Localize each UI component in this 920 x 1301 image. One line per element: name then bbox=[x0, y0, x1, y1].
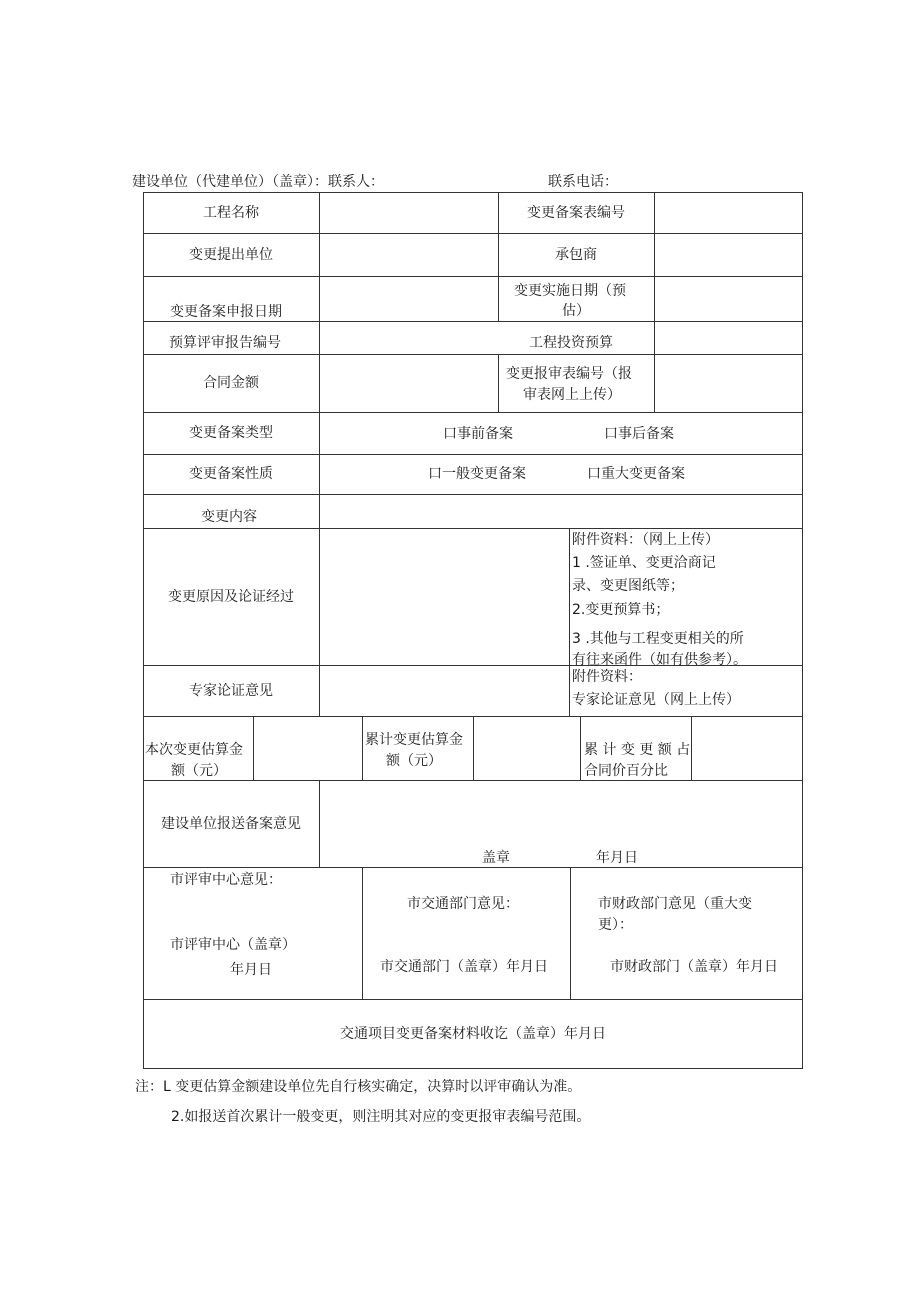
transport-opinion-label: 市交通部门意见： bbox=[407, 896, 519, 912]
cum-percent-label-2: 合同价百分比 bbox=[584, 763, 668, 779]
attach-item-1a: 1 .签证单、变更洽商记 bbox=[572, 555, 716, 571]
expert-label: 专家论证意见 bbox=[189, 682, 273, 699]
attach-item-1b: 录、变更图纸等； bbox=[572, 578, 684, 594]
expert-field[interactable] bbox=[320, 666, 569, 716]
finance-opinion-label-2: 更）： bbox=[598, 917, 633, 933]
declare-date-label: 变更备案申报日期 bbox=[170, 304, 282, 320]
builder-seal: 盖章 bbox=[482, 850, 510, 866]
impl-date-label-1: 变更实施日期（预 bbox=[514, 283, 626, 299]
this-estimate-label-1: 本次变更估算金 bbox=[145, 742, 243, 758]
phone-label: 联系电话： bbox=[548, 174, 618, 190]
cum-percent-field[interactable] bbox=[692, 717, 802, 780]
builder-date: 年月日 bbox=[596, 850, 638, 866]
investment-budget-label: 工程投资预算 bbox=[529, 335, 613, 351]
content-field[interactable] bbox=[320, 495, 802, 528]
cum-percent-label-1: 累 计 变 更 额 占 bbox=[584, 742, 691, 758]
investment-budget-field[interactable] bbox=[655, 322, 802, 354]
center-seal: 市评审中心（盖章） bbox=[170, 937, 296, 953]
reason-label: 变更原因及论证经过 bbox=[168, 588, 294, 605]
contractor-field[interactable] bbox=[655, 234, 802, 276]
finance-seal: 市财政部门（盖章）年月日 bbox=[610, 959, 778, 975]
note-2: 2.如报送首次累计一般变更，则注明其对应的变更报审表编号范围。 bbox=[171, 1109, 591, 1125]
review-no-label-2: 审表网上上传） bbox=[523, 387, 621, 403]
budget-report-no-label: 预算评审报告编号 bbox=[169, 335, 281, 351]
expert-attach-2: 专家论证意见（网上上传） bbox=[572, 692, 740, 708]
review-no-field[interactable] bbox=[655, 355, 802, 412]
attach-item-3a: 3 .其他与工程变更相关的所 bbox=[572, 631, 744, 647]
this-estimate-field[interactable] bbox=[254, 717, 362, 780]
proposer-field[interactable] bbox=[320, 234, 498, 276]
impl-date-label-2: 估） bbox=[562, 303, 590, 319]
cum-estimate-label-2: 额（元） bbox=[386, 753, 442, 769]
nature-option-major[interactable]: 口重大变更备案 bbox=[587, 466, 685, 482]
project-name-label: 工程名称 bbox=[203, 204, 259, 221]
type-option-before[interactable]: 口事前备案 bbox=[443, 426, 513, 442]
cum-estimate-field[interactable] bbox=[474, 717, 580, 780]
attach-title: 附件资料：（网上上传） bbox=[572, 532, 719, 548]
attach-item-2: 2.变更预算书； bbox=[572, 602, 670, 618]
unit-contact-label: 建设单位（代建单位）（盖章）：联系人： bbox=[132, 174, 384, 190]
contractor-label: 承包商 bbox=[555, 246, 597, 263]
reason-field[interactable] bbox=[320, 529, 569, 665]
this-estimate-label-2: 额（元） bbox=[171, 763, 227, 779]
contract-amount-field[interactable] bbox=[320, 355, 498, 412]
attach-item-3b: 有往来函件（如有供参考）。 bbox=[572, 652, 747, 668]
expert-attach-1: 附件资料： bbox=[572, 669, 642, 685]
type-label: 变更备案类型 bbox=[189, 425, 273, 441]
builder-opinion-field[interactable] bbox=[320, 781, 802, 845]
center-opinion-label: 市评审中心意见： bbox=[170, 872, 282, 888]
proposer-label: 变更提出单位 bbox=[189, 246, 273, 263]
project-name-field[interactable] bbox=[320, 193, 498, 233]
contract-amount-label: 合同金额 bbox=[203, 375, 259, 391]
builder-opinion-label: 建设单位报送备案意见 bbox=[161, 815, 301, 832]
content-label: 变更内容 bbox=[201, 509, 257, 525]
impl-date-field[interactable] bbox=[655, 277, 802, 321]
budget-report-no-field[interactable] bbox=[320, 322, 498, 354]
form-no-field[interactable] bbox=[655, 193, 802, 233]
nature-label: 变更备案性质 bbox=[189, 466, 273, 482]
center-date: 年月日 bbox=[230, 962, 272, 978]
transport-seal: 市交通部门（盖章）年月日 bbox=[380, 959, 548, 975]
note-1: 注：L 变更估算金额建设单位先自行核实确定，决算时以评审确认为准。 bbox=[135, 1079, 582, 1095]
type-option-after[interactable]: 口事后备案 bbox=[604, 426, 674, 442]
form-no-label: 变更备案表编号 bbox=[527, 204, 625, 221]
nature-option-general[interactable]: 口一般变更备案 bbox=[428, 466, 526, 482]
review-no-label-1: 变更报审表编号（报 bbox=[506, 366, 632, 382]
receipt-label: 交通项目变更备案材料收讫（盖章）年月日 bbox=[340, 1025, 606, 1042]
cum-estimate-label-1: 累计变更估算金 bbox=[365, 732, 463, 748]
finance-opinion-label-1: 市财政部门意见（重大变 bbox=[598, 896, 752, 912]
declare-date-field[interactable] bbox=[320, 277, 498, 321]
